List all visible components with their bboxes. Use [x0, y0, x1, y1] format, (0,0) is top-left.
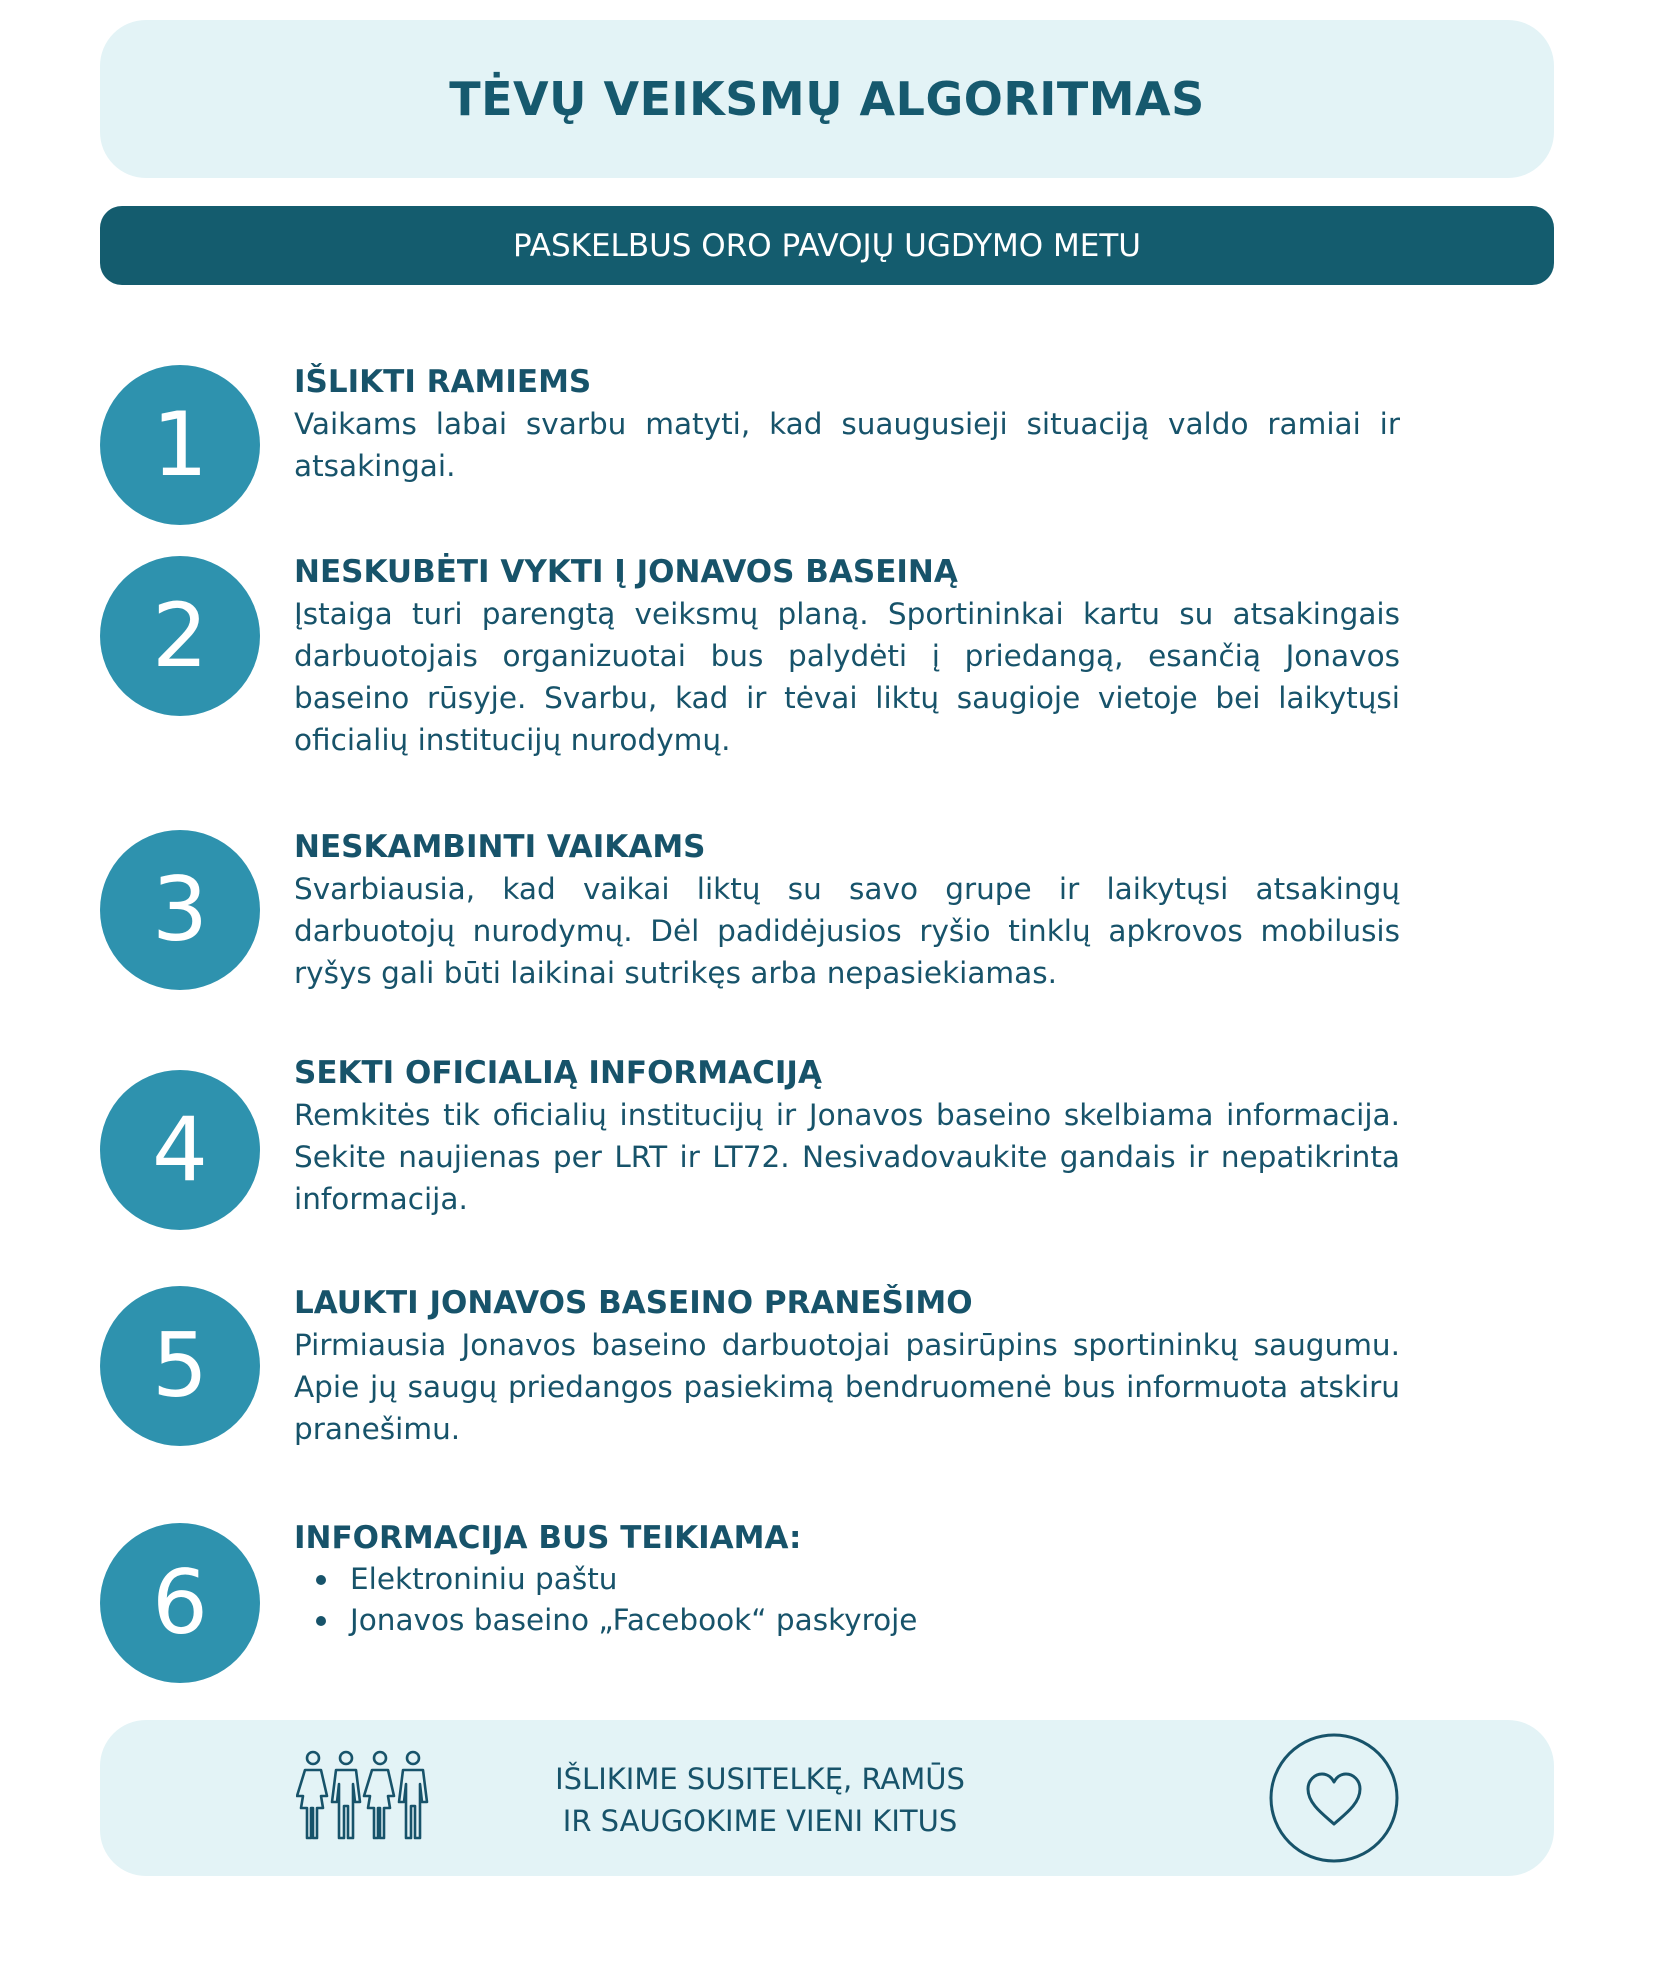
list-item-text: Jonavos baseino „Facebook“ paskyroje [350, 1603, 918, 1637]
step-1 [294, 361, 1400, 487]
step-5 [294, 1282, 1400, 1450]
page-subtitle: PASKELBUS ORO PAVOJŲ UGDYMO METU [513, 227, 1141, 264]
step-heading: LAUKTI JONAVOS BASEINO PRANEŠIMO [294, 1285, 973, 1321]
step-body: Pirmiausia Jonavos baseino darbuotojai pasirūpins sportininkų saugumu. Apie jų saugų priedangos pasiekimą bendruomenė bus informuota atskiru pranešimu. [294, 1328, 1400, 1446]
footer-line: IŠLIKIME SUSITELKĘ, RAMŪS [555, 1762, 965, 1796]
step-number-badge: 4 [100, 1070, 260, 1230]
bullet-icon [316, 1575, 326, 1585]
step-number-badge: 3 [100, 830, 260, 990]
step-2 [294, 551, 1400, 761]
step-body: Vaikams labai svarbu matyti, kad suaugusieji situaciją valdo ramiai ir atsakingai. [294, 407, 1400, 483]
info-channel-list [294, 1559, 1400, 1641]
bullet-icon [316, 1616, 326, 1626]
step-number-badge: 2 [100, 556, 260, 716]
list-item [294, 1559, 1400, 1600]
step-heading: SEKTI OFICIALIĄ INFORMACIJĄ [294, 1055, 822, 1091]
step-body: Įstaiga turi parengtą veiksmų planą. Sportininkai kartu su atsakingais darbuotojais organizuotai bus palydėti į priedangą, esančią Jonavos baseino rūsyje. Svarbu, kad ir tėvai liktų saugioje vietoje bei laikytųsi oficialių institucijų nurodymų. [294, 597, 1400, 757]
step-body: Remkitės tik oficialių institucijų ir Jonavos baseino skelbiama informacija. Sekite naujienas per LRT ir LT72. Nesivadovaukite gandais ir nepatikrinta informacija. [294, 1098, 1400, 1216]
list-item [294, 1600, 1400, 1641]
page-title: TĖVŲ VEIKSMŲ ALGORITMAS [449, 72, 1205, 126]
step-number-badge: 6 [100, 1523, 260, 1683]
step-6 [294, 1517, 1400, 1641]
step-3 [294, 826, 1400, 994]
step-number-badge: 1 [100, 365, 260, 525]
step-heading: IŠLIKTI RAMIEMS [294, 364, 592, 400]
list-item-text: Elektroniniu paštu [350, 1562, 618, 1596]
heart-icon [1268, 1732, 1400, 1864]
title-banner [100, 20, 1554, 178]
step-number-badge: 5 [100, 1286, 260, 1446]
step-heading: NESKAMBINTI VAIKAMS [294, 829, 706, 865]
step-heading: NESKUBĖTI VYKTI Į JONAVOS BASEINĄ [294, 554, 958, 590]
step-4 [294, 1052, 1400, 1220]
subtitle-banner [100, 206, 1554, 285]
step-body: Svarbiausia, kad vaikai liktų su savo grupe ir laikytųsi atsakingų darbuotojų nurodymų. Dėl padidėjusios ryšio tinklų apkrovos mobilusis ryšys gali būti laikinai sutrikęs arba nepasiekiamas. [294, 872, 1400, 990]
footer-message [450, 1758, 1070, 1842]
step-heading: INFORMACIJA BUS TEIKIAMA: [294, 1520, 802, 1556]
footer-banner [100, 1720, 1554, 1876]
footer-line: IR SAUGOKIME VIENI KITUS [562, 1804, 958, 1838]
people-group-icon [296, 1748, 430, 1844]
